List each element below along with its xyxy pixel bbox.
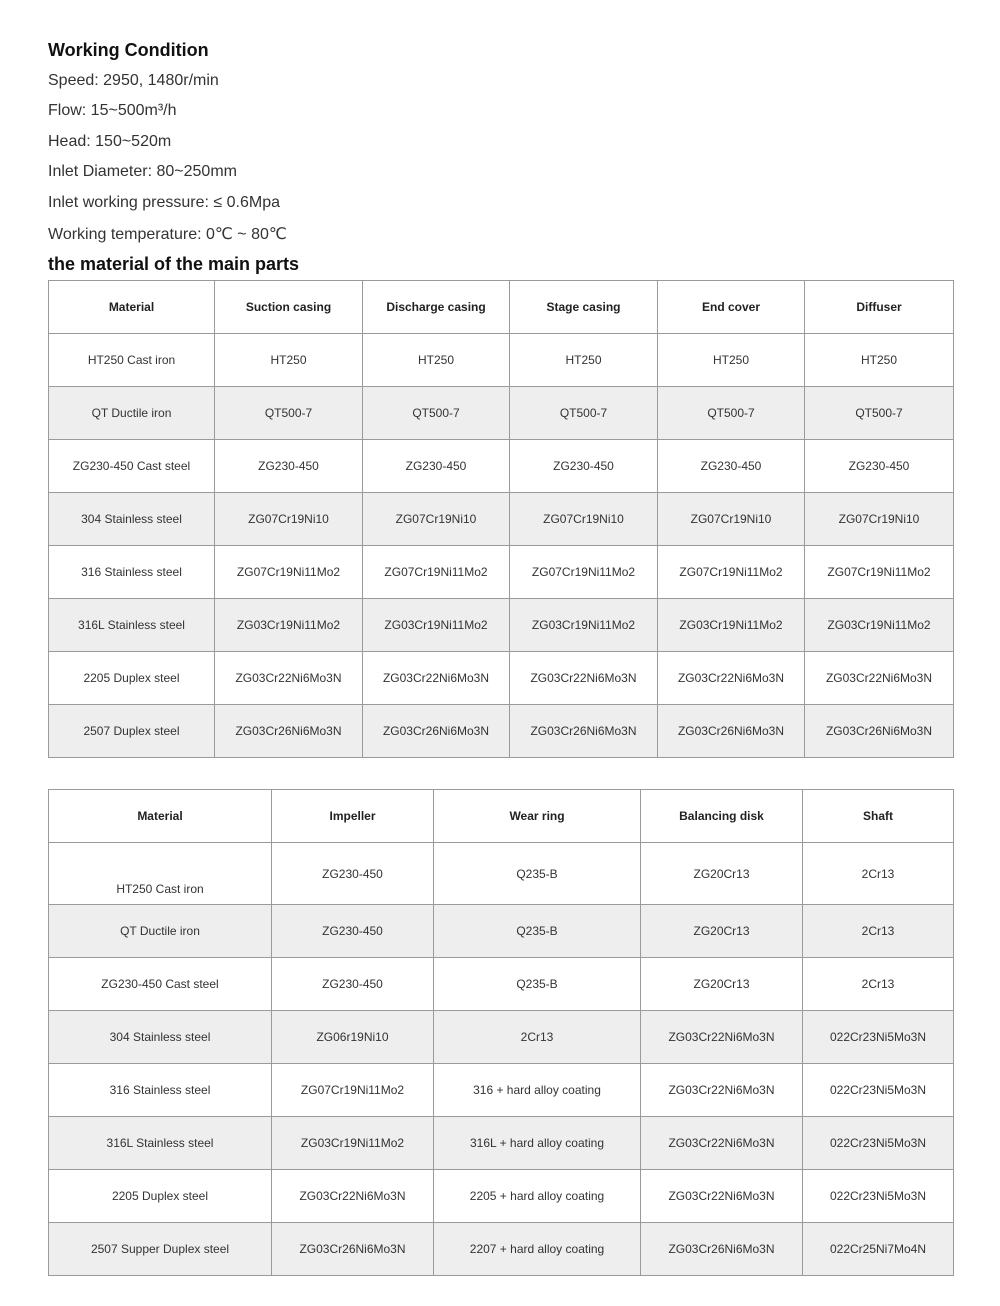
table-cell: ZG03Cr19Ni11Mo2 xyxy=(658,599,805,652)
table-cell: ZG03Cr26Ni6Mo3N xyxy=(641,1223,803,1276)
table-cell: ZG230-450 xyxy=(363,440,510,493)
column-header: Diffuser xyxy=(805,281,954,334)
table-row xyxy=(49,493,954,546)
table-cell: ZG230-450 xyxy=(272,905,434,958)
material-cell: 2205 Duplex steel xyxy=(49,1170,272,1223)
table-row xyxy=(49,1170,954,1223)
material-cell: 316 Stainless steel xyxy=(49,1064,272,1117)
table-cell: HT250 xyxy=(658,334,805,387)
table-cell: ZG03Cr19Ni11Mo2 xyxy=(363,599,510,652)
table-cell: 2Cr13 xyxy=(803,843,954,905)
table-cell: QT500-7 xyxy=(658,387,805,440)
table-cell: 022Cr25Ni7Mo4N xyxy=(803,1223,954,1276)
material-cell: 316 Stainless steel xyxy=(49,546,215,599)
material-cell: HT250 Cast iron xyxy=(49,334,215,387)
table-cell: HT250 xyxy=(215,334,363,387)
table-row xyxy=(49,958,954,1011)
table-row xyxy=(49,546,954,599)
table-cell: ZG03Cr26Ni6Mo3N xyxy=(215,705,363,758)
material-cell: ZG230-450 Cast steel xyxy=(49,440,215,493)
table-row xyxy=(49,599,954,652)
table-cell: ZG07Cr19Ni11Mo2 xyxy=(272,1064,434,1117)
material-cell: 304 Stainless steel xyxy=(49,1011,272,1064)
flow-line: Flow: 15~500m³/h xyxy=(48,102,177,119)
material-cell: 304 Stainless steel xyxy=(49,493,215,546)
column-header: Shaft xyxy=(803,790,954,843)
table-cell: 022Cr23Ni5Mo3N xyxy=(803,1170,954,1223)
table-cell: ZG07Cr19Ni10 xyxy=(805,493,954,546)
table-row xyxy=(49,843,954,905)
table-cell: ZG07Cr19Ni10 xyxy=(510,493,658,546)
table-cell: Q235-B xyxy=(434,843,641,905)
table-cell: 2Cr13 xyxy=(803,905,954,958)
column-header: Material xyxy=(49,790,272,843)
table-cell: ZG230-450 xyxy=(805,440,954,493)
column-header: Discharge casing xyxy=(363,281,510,334)
table-row xyxy=(49,905,954,958)
table-cell: 316 + hard alloy coating xyxy=(434,1064,641,1117)
table-cell: ZG06r19Ni10 xyxy=(272,1011,434,1064)
column-header: Balancing disk xyxy=(641,790,803,843)
table-cell: QT500-7 xyxy=(215,387,363,440)
table-row xyxy=(49,1011,954,1064)
column-header: Wear ring xyxy=(434,790,641,843)
table-row xyxy=(49,440,954,493)
table-header-row xyxy=(49,790,954,843)
table-row xyxy=(49,334,954,387)
table-cell: QT500-7 xyxy=(363,387,510,440)
main-parts-table-2 xyxy=(48,789,954,1276)
table-cell: ZG07Cr19Ni11Mo2 xyxy=(215,546,363,599)
table-row xyxy=(49,387,954,440)
table-cell: 2205 + hard alloy coating xyxy=(434,1170,641,1223)
table-header-row xyxy=(49,281,954,334)
material-cell: QT Ductile iron xyxy=(49,905,272,958)
table-cell: ZG07Cr19Ni11Mo2 xyxy=(510,546,658,599)
table-cell: 022Cr23Ni5Mo3N xyxy=(803,1011,954,1064)
materials-title: the material of the main parts xyxy=(48,254,300,274)
table-cell: ZG20Cr13 xyxy=(641,905,803,958)
table-row xyxy=(49,1223,954,1276)
table-cell: QT500-7 xyxy=(805,387,954,440)
speed-line: Speed: 2950, 1480r/min xyxy=(48,72,219,89)
table-cell: 2207 + hard alloy coating xyxy=(434,1223,641,1276)
table-cell: 022Cr23Ni5Mo3N xyxy=(803,1064,954,1117)
table-cell: ZG03Cr26Ni6Mo3N xyxy=(510,705,658,758)
table-cell: ZG03Cr22Ni6Mo3N xyxy=(641,1117,803,1170)
material-cell: ZG230-450 Cast steel xyxy=(49,958,272,1011)
table-cell: ZG07Cr19Ni11Mo2 xyxy=(363,546,510,599)
column-header: Impeller xyxy=(272,790,434,843)
table-cell: ZG03Cr22Ni6Mo3N xyxy=(805,652,954,705)
material-cell: HT250 Cast iron xyxy=(49,843,272,905)
table-cell: ZG03Cr22Ni6Mo3N xyxy=(641,1011,803,1064)
material-cell: 2205 Duplex steel xyxy=(49,652,215,705)
table-cell: ZG230-450 xyxy=(215,440,363,493)
table-cell: ZG230-450 xyxy=(272,958,434,1011)
table-cell: ZG03Cr22Ni6Mo3N xyxy=(641,1064,803,1117)
material-cell: 316L Stainless steel xyxy=(49,1117,272,1170)
working-condition-title: Working Condition xyxy=(48,40,209,60)
table-cell: ZG03Cr22Ni6Mo3N xyxy=(641,1170,803,1223)
table-row xyxy=(49,652,954,705)
table-cell: ZG03Cr22Ni6Mo3N xyxy=(510,652,658,705)
table-cell: ZG07Cr19Ni11Mo2 xyxy=(805,546,954,599)
table-cell: HT250 xyxy=(363,334,510,387)
table-cell: ZG230-450 xyxy=(510,440,658,493)
table-cell: QT500-7 xyxy=(510,387,658,440)
table-cell: 2Cr13 xyxy=(434,1011,641,1064)
material-cell: 2507 Duplex steel xyxy=(49,705,215,758)
table-cell: ZG230-450 xyxy=(272,843,434,905)
table-cell: ZG03Cr19Ni11Mo2 xyxy=(215,599,363,652)
inlet-diameter-line: Inlet Diameter: 80~250mm xyxy=(48,163,237,180)
column-header: End cover xyxy=(658,281,805,334)
table-cell: ZG07Cr19Ni10 xyxy=(363,493,510,546)
head-line: Head: 150~520m xyxy=(48,133,172,150)
table-cell: ZG03Cr19Ni11Mo2 xyxy=(805,599,954,652)
table-cell: ZG230-450 xyxy=(658,440,805,493)
table-row xyxy=(49,1117,954,1170)
table-cell: ZG03Cr22Ni6Mo3N xyxy=(272,1170,434,1223)
table-cell: 316L + hard alloy coating xyxy=(434,1117,641,1170)
table-cell: ZG03Cr19Ni11Mo2 xyxy=(272,1117,434,1170)
table-cell: 2Cr13 xyxy=(803,958,954,1011)
main-parts-table-1 xyxy=(48,280,954,758)
table-cell: Q235-B xyxy=(434,905,641,958)
inlet-pressure-line: Inlet working pressure: ≤ 0.6Mpa xyxy=(48,194,280,211)
table-cell: ZG03Cr26Ni6Mo3N xyxy=(272,1223,434,1276)
table-cell: ZG20Cr13 xyxy=(641,843,803,905)
table-row xyxy=(49,705,954,758)
material-cell: 316L Stainless steel xyxy=(49,599,215,652)
table-cell: ZG03Cr22Ni6Mo3N xyxy=(658,652,805,705)
table-row xyxy=(49,1064,954,1117)
table-cell: 022Cr23Ni5Mo3N xyxy=(803,1117,954,1170)
table-cell: HT250 xyxy=(510,334,658,387)
table-cell: Q235-B xyxy=(434,958,641,1011)
table-cell: ZG20Cr13 xyxy=(641,958,803,1011)
table-cell: ZG07Cr19Ni11Mo2 xyxy=(658,546,805,599)
material-cell: QT Ductile iron xyxy=(49,387,215,440)
table-cell: ZG07Cr19Ni10 xyxy=(658,493,805,546)
table-cell: ZG03Cr22Ni6Mo3N xyxy=(215,652,363,705)
working-temperature-line: Working temperature: 0℃ ~ 80℃ xyxy=(48,226,287,243)
table-cell: ZG03Cr19Ni11Mo2 xyxy=(510,599,658,652)
material-cell: 2507 Supper Duplex steel xyxy=(49,1223,272,1276)
table-cell: ZG03Cr22Ni6Mo3N xyxy=(363,652,510,705)
table-cell: ZG03Cr26Ni6Mo3N xyxy=(805,705,954,758)
table-cell: ZG03Cr26Ni6Mo3N xyxy=(658,705,805,758)
column-header: Material xyxy=(49,281,215,334)
table-cell: ZG07Cr19Ni10 xyxy=(215,493,363,546)
column-header: Stage casing xyxy=(510,281,658,334)
table-cell: ZG03Cr26Ni6Mo3N xyxy=(363,705,510,758)
table-cell: HT250 xyxy=(805,334,954,387)
column-header: Suction casing xyxy=(215,281,363,334)
